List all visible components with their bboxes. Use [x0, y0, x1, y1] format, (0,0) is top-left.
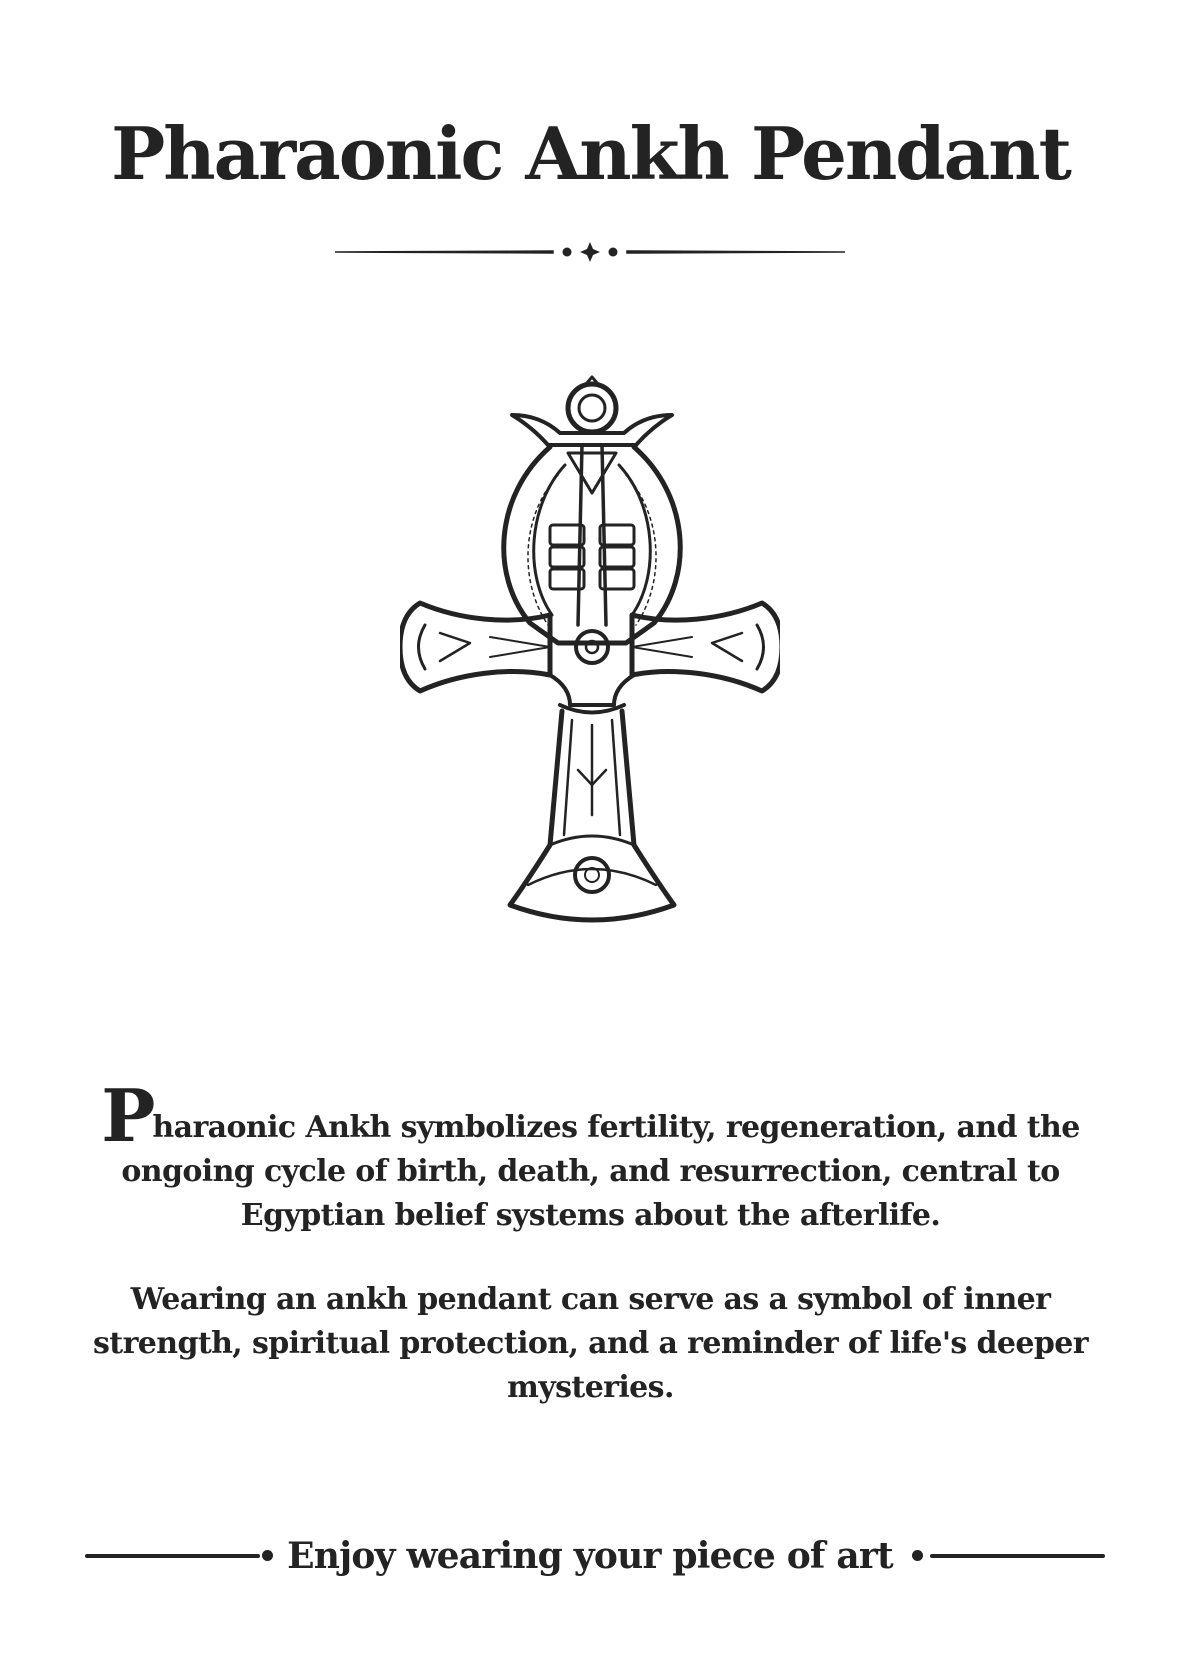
footer: [0, 1528, 1181, 1588]
divider-dot-right: [609, 248, 618, 257]
footer-dot-right: [912, 1550, 923, 1561]
ankh-icon: [400, 375, 780, 960]
title-divider-ornament: [335, 240, 845, 264]
description-paragraph-1: [90, 1073, 1091, 1238]
divider-line-right: [627, 251, 845, 253]
divider-star: [580, 242, 600, 262]
footer-text: Enjoy wearing your piece of art: [287, 1535, 893, 1577]
description-paragraph-2: Wearing an ankh pendant can serve as a symbol of inner strength, spiritual protection, and a reminder of life's deeper mysteries.: [93, 1282, 1088, 1405]
page-title: Pharaonic Ankh Pendant: [111, 111, 1070, 196]
footer-dot-left: [262, 1550, 273, 1561]
drop-cap: P: [101, 1073, 153, 1158]
divider-line-left: [335, 251, 553, 253]
paragraph-1-text: haraonic Ankh symbolizes fertility, regeneration, and the ongoing cycle of birth, death, and resurrection, central to Egyptian belief systems about the afterlife.: [121, 1110, 1080, 1233]
footer-line-left: [85, 1554, 260, 1558]
divider-dot-left: [563, 248, 572, 257]
description: [90, 1073, 1091, 1410]
footer-line-right: [930, 1554, 1105, 1558]
